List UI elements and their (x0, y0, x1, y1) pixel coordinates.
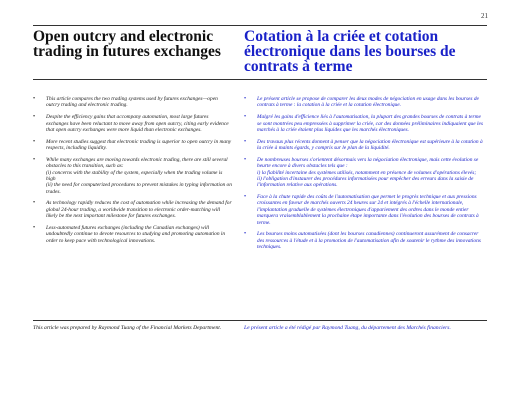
bullet-icon: • (244, 231, 247, 238)
english-bullet-text: Despite the efficiency gains that accompany automation, most large futures exchanges have been reluctant to move away from open outcry, citing early evidence that open outcry exchanges were more liquid than electronic exchanges. (46, 114, 229, 133)
french-bullet-item (244, 114, 486, 133)
english-bullet-text: Less-automated futures exchanges (including the Canadian exchanges) will undoubtedly continue to devote resources to studying and promoting automation in order to keep pace with technological innovations. (46, 224, 226, 244)
bullet-icon: • (33, 224, 36, 231)
french-bullet-item (244, 139, 486, 152)
french-title: Cotation à la criée et cotation électronique dans les bourses de contrats à terme (244, 28, 456, 75)
french-bullet-text: De nombreuses bourses s'orientent désormais vers la négociation électronique, mais cette évolution se heurte encore à divers obstacles tels que : i) la fiabilité incertaine des systèmes utilisés, notamment en présence de volumes d'opérations élevés; ii) l'obligation d'instaurer des procédures informatisées pour empêcher des erreurs dans la saisie de l'information relative aux opérations. (257, 156, 479, 189)
bullet-icon: • (244, 114, 247, 121)
french-bullet-text: Des travaux plus récents donnent à penser que la négociation électronique est supérieure à la cotation à la criée à maints égards, y compris sur le plan de la liquidité. (257, 138, 483, 152)
english-bullet-text: This article compares the two trading systems used by futures exchanges—open outcry trading and electronic trading. (46, 96, 218, 109)
english-bullet-text: While many exchanges are moving towards electronic trading, there are still several obstacles to this transition, such as: (i) concerns with the stability of the system, especially when the trading volume is high (ii) the need for computerized procedures to prevent mistakes in typing information on trades. (46, 156, 232, 195)
french-bullet-item (244, 96, 486, 109)
bullet-icon: • (244, 96, 247, 102)
french-bullet-text: Face à la chute rapide des coûts de l'automatisation que permet le progrès technique et aux pressions croissantes en faveur de marchés ouverts 24 heures sur 24 et intégrés à l'échelle internationale, l'implantation graduelle de systèmes électroniques d'appariement des ordres dans le monde entier marquera vraisemblablement la prochaine étape importante dans l'évolution des bourses de contrats à terme. (257, 194, 479, 226)
english-bullet-text: More recent studies suggest that electronic trading is superior to open outcry in many respects, including liquidity. (46, 138, 232, 152)
english-bullet-item (33, 200, 232, 219)
english-bullet-item (33, 96, 232, 109)
english-summary-column (33, 96, 232, 250)
french-bullet-text: Malgré les gains d'efficience liés à l'automatisation, la plupart des grandes bourses de contrats à terme se sont montrées peu empressées à supprimer la criée, car des données préliminaires indiquaient que les marchés à la criée étaient plus liquides que les marchés électroniques. (257, 114, 483, 133)
bullet-icon: • (33, 114, 36, 121)
top-rule (33, 25, 487, 26)
english-bullet-text: As technology rapidly reduces the cost of automation while increasing the demand for global 24-hour trading, a worldwide transition to electronic order-matching will likely be the next important milestone for futures exchanges. (46, 200, 232, 220)
french-bullet-text: Les bourses moins automatisées (dont les bourses canadiennes) continueront assurément de consacrer des ressources à l'étude et à la promotion de l'automatisation afin de soutenir le rythme des innovations techniques. (257, 231, 481, 251)
french-bullet-item (244, 231, 486, 250)
french-bullet-item (244, 157, 486, 189)
middle-rule (33, 79, 487, 80)
bottom-rule (33, 320, 487, 321)
english-bullet-item (33, 225, 232, 244)
page-number: 21 (481, 12, 488, 20)
bullet-icon: • (33, 200, 36, 207)
bullet-icon: • (244, 138, 247, 145)
bullet-icon: • (33, 156, 36, 163)
french-bullet-text: Le présent article se propose de comparer les deux modes de négociation en usage dans les bourses de contrats à terme : la cotation à la criée et la cotation électronique. (257, 96, 479, 109)
french-footer-credit: Le présent article a été rédigé par Raymond Tuang, du département des Marchés financiers. (244, 325, 451, 331)
english-footer-credit: This article was prepared by Raymond Tuang of the Financial Markets Department. (33, 325, 222, 331)
english-bullet-item (33, 139, 232, 152)
french-bullet-item (244, 194, 486, 226)
french-bullet-list (244, 96, 486, 251)
french-summary-column (244, 96, 486, 256)
english-bullet-item (33, 114, 232, 133)
bullet-icon: • (33, 96, 36, 102)
english-bullet-item (33, 157, 232, 195)
bullet-icon: • (244, 194, 247, 201)
english-title: Open outcry and electronic trading in futures exchanges (33, 28, 221, 60)
bullet-icon: • (244, 156, 247, 163)
bullet-icon: • (33, 138, 36, 145)
english-bullet-list (33, 96, 232, 244)
